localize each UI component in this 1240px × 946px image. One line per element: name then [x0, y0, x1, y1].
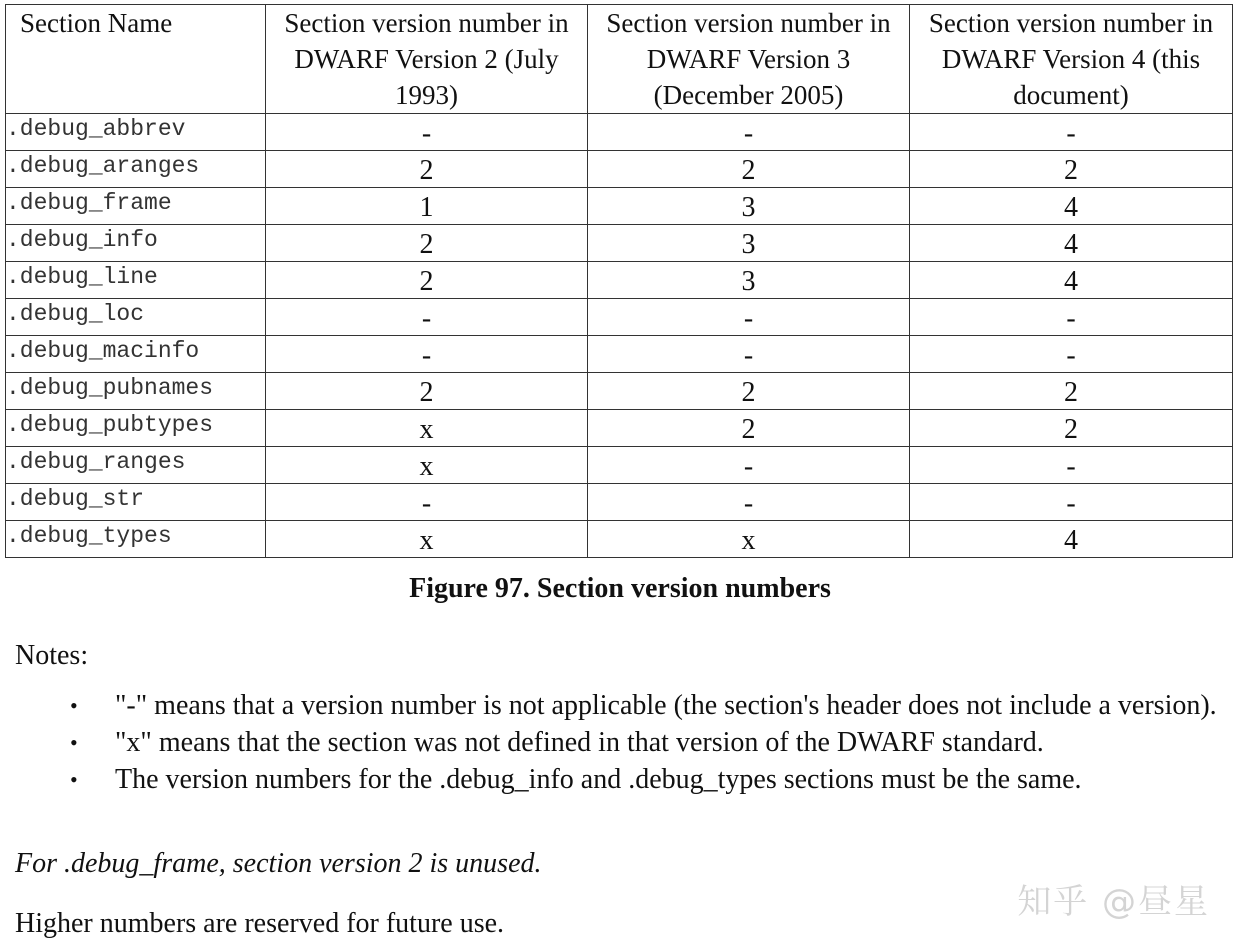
header-dwarf-v4: Section version number in DWARF Version 4 (this document)	[910, 5, 1233, 114]
version-cell: -	[588, 336, 910, 373]
figure-caption: Figure 97. Section version numbers	[409, 573, 831, 604]
table-row	[6, 484, 1233, 521]
section-name-cell: .debug_aranges	[6, 151, 266, 188]
version-cell: 2	[910, 410, 1233, 447]
header-dwarf-v2: Section version number in DWARF Version 2 (July 1993)	[266, 5, 588, 114]
section-name-cell: .debug_types	[6, 521, 266, 558]
version-cell: 4	[910, 188, 1233, 225]
version-cell: -	[266, 114, 588, 151]
version-cell: 1	[266, 188, 588, 225]
section-name-cell: .debug_ranges	[6, 447, 266, 484]
table-row	[6, 151, 1233, 188]
version-cell: 2	[588, 373, 910, 410]
version-cell: -	[910, 299, 1233, 336]
section-name-cell: .debug_str	[6, 484, 266, 521]
section-name-cell: .debug_pubnames	[6, 373, 266, 410]
note-text: "x" means that the section was not defined in that version of the DWARF standard.	[115, 727, 1044, 758]
version-cell: 2	[588, 410, 910, 447]
header-section-name: Section Name	[6, 5, 266, 114]
version-cell: -	[588, 299, 910, 336]
reserved-numbers-note: Higher numbers are reserved for future use.	[15, 908, 505, 939]
version-cell: 4	[910, 225, 1233, 262]
header-dwarf-v3: Section version number in DWARF Version 3 (December 2005)	[588, 5, 910, 114]
version-cell: -	[588, 484, 910, 521]
table-row	[6, 262, 1233, 299]
version-cell: -	[910, 114, 1233, 151]
version-cell: 2	[266, 373, 588, 410]
section-name-cell: .debug_line	[6, 262, 266, 299]
version-cell: -	[266, 484, 588, 521]
note-text: The version numbers for the .debug_info and .debug_types sections must be the same.	[115, 764, 1082, 795]
version-cell: 3	[588, 188, 910, 225]
version-cell: 2	[266, 225, 588, 262]
section-name-cell: .debug_loc	[6, 299, 266, 336]
version-cell: x	[266, 447, 588, 484]
version-cell: 3	[588, 225, 910, 262]
bullet-icon: •	[70, 693, 78, 718]
version-cell: 2	[588, 151, 910, 188]
section-version-table	[5, 4, 1233, 558]
table-row	[6, 299, 1233, 336]
version-cell: 4	[910, 521, 1233, 558]
version-cell: -	[588, 447, 910, 484]
section-name-cell: .debug_info	[6, 225, 266, 262]
version-cell: -	[266, 299, 588, 336]
section-name-cell: .debug_pubtypes	[6, 410, 266, 447]
version-cell: -	[910, 447, 1233, 484]
version-cell: -	[266, 336, 588, 373]
bullet-icon: •	[70, 767, 78, 792]
section-name-cell: .debug_frame	[6, 188, 266, 225]
version-cell: -	[588, 114, 910, 151]
table-row	[6, 447, 1233, 484]
note-text: "-" means that a version number is not applicable (the section's header does not include a version).	[115, 690, 1217, 721]
bullet-icon: •	[70, 730, 78, 755]
note-item	[0, 725, 1240, 761]
table-body	[6, 114, 1233, 558]
table-row	[6, 225, 1233, 262]
version-cell: 2	[910, 373, 1233, 410]
table-row	[6, 114, 1233, 151]
version-cell: x	[266, 521, 588, 558]
section-name-cell: .debug_macinfo	[6, 336, 266, 373]
table-row	[6, 521, 1233, 558]
debug-frame-note: For .debug_frame, section version 2 is unused.	[15, 848, 542, 879]
table-row	[6, 410, 1233, 447]
version-cell: 2	[266, 151, 588, 188]
note-item	[0, 688, 1240, 724]
section-name-cell: .debug_abbrev	[6, 114, 266, 151]
watermark: 知乎 @昼星	[1017, 882, 1210, 922]
notes-list	[0, 688, 1240, 799]
table-row	[6, 188, 1233, 225]
table-header-row	[6, 5, 1233, 114]
version-cell: x	[266, 410, 588, 447]
version-cell: 2	[910, 151, 1233, 188]
version-cell: -	[910, 336, 1233, 373]
version-cell: x	[588, 521, 910, 558]
note-item	[0, 762, 1240, 798]
table-row	[6, 373, 1233, 410]
version-cell: -	[910, 484, 1233, 521]
version-cell: 2	[266, 262, 588, 299]
notes-label: Notes:	[15, 640, 89, 671]
version-cell: 4	[910, 262, 1233, 299]
version-cell: 3	[588, 262, 910, 299]
table-row	[6, 336, 1233, 373]
